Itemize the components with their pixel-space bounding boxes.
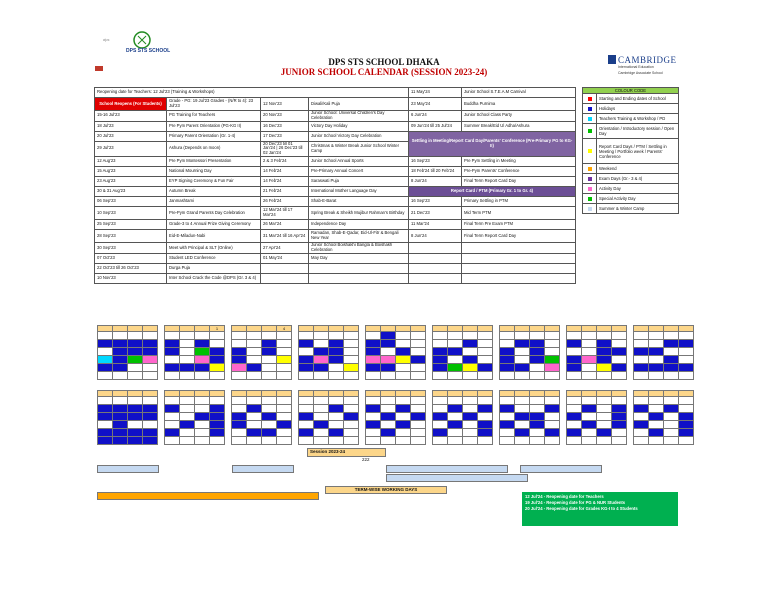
term-bar [520,465,602,473]
cell-d2: 14 Feb'24 [261,177,309,187]
cell-d2 [261,273,309,283]
colour-code-legend [582,87,679,214]
dps-small-logo: dps [103,37,110,42]
legend-label: Orientation / Introductory session / Open Day [597,124,679,139]
reopening-notes [522,492,678,526]
cell-e2: Pre-Primary Annual Concert [309,167,409,177]
cell-e3: Summer Break/Eid Ul Adha/Ashura [462,121,576,131]
legend-label: Summer & Winter Camp [597,204,679,214]
calendar-row [95,230,576,243]
month-grid [432,325,493,380]
cell-e1: Ashura (Depends on moon) [167,141,261,156]
legend-label: Teachers Training & Workshop / PD [597,114,679,124]
cell-d2: 26 Mar'24 [261,220,309,230]
cell-e2: International Mother Language Day [309,187,409,197]
month-grid [97,325,158,380]
month-grid [566,325,627,380]
month-grid [164,390,225,445]
legend-row [583,184,679,194]
legend-label: Special Activity Day [597,194,679,204]
cell-d1: 22 Oct'23 till 26 Oct'23 [95,263,167,273]
cell-e2: Christmas & Winter Break Junior School Winter Camp [309,141,409,156]
cell-d1: Reopening date for Teachers: 12 Jul'23 (Training & Workshops) [95,88,409,98]
legend-label: Exam Days (Gr.- 3 & 4) [597,174,679,184]
cell-d1: 30 Sep'23 [95,243,167,254]
cell-d1: 07 Oct'23 [95,253,167,263]
calendar-row [95,177,576,187]
cell-e3 [462,273,576,283]
cell-e2: Junior School: Universal Children's Day Celebration [309,111,409,122]
cell-e1: Autumn Break [167,187,261,197]
cell-e2: May Day [309,253,409,263]
cell-e2: Independence Day [309,220,409,230]
cell-e3: Buddha Purnima [462,98,576,111]
cell-e3 [462,263,576,273]
month-grid [499,390,560,445]
cell-d1: 28 Sep'23 [95,230,167,243]
cell-d3: 6 Jun'24 [409,111,462,122]
cell-d3: 8 Jun'24 [409,177,462,187]
cell-d2: 12 Mar'24 till 17 Mar'24 [261,207,309,220]
calendar-row [95,220,576,230]
legend-row [583,114,679,124]
cell-d2: 2 & 3 Feb'24 [261,157,309,167]
calendar-title: JUNIOR SCHOOL CALENDAR (SESSION 2023-24) [280,67,488,77]
cell-e1: EYP Signing Ceremony & Fun Fair [167,177,261,187]
cell-e1: Eid-E-Miladun-Nabi [167,230,261,243]
cell-d2: 16 Dec'23 [261,121,309,131]
cell-e1: PG Training for Teachers [167,111,261,122]
cell-d3: 11 May'24 [409,88,462,98]
cell-d3 [409,263,462,273]
note-item: 19 Jul'24 - Reopening date for PG & NUR Students [525,500,626,505]
cell-e3: Pre Pym Settling in Meeting [462,157,576,167]
cell-d3: 23 May'24 [409,98,462,111]
cambridge-logo: CAMBRIDGE International Education Cambridge Associate School [608,55,680,83]
calendar-row [95,187,576,197]
cell-d1: 29 Jul'23 [95,141,167,156]
cell-d1: 10 Nov'23 [95,273,167,283]
cell-d3 [409,243,462,254]
cell-d2: 26 Feb'24 [261,197,309,207]
cell-e1: Pre Pym Montessori Presentation [167,157,261,167]
calendar-row [95,167,576,177]
cell-e1: Pre Pym Parent Orientation (PG-KG II) [167,121,261,131]
cell-d2: 31 Mar'24 till 16 Apr'24 [261,230,309,243]
cell-d1: 25 Sep'23 [95,220,167,230]
cell-e1: Grade - PG: 19 Jul'23 Grades - (N/R to 4): 23 Jul'23 [167,98,261,111]
purple-note: Settling in Meeting/Report Card Day/Parents' Conference (Pre-Primary PG to KG-II) [409,131,576,156]
cell-d1: 06 Sep'23 [95,197,167,207]
legend-swatch [588,107,592,111]
cell-e1: Student LED Conference [167,253,261,263]
month-grid [499,325,560,380]
legend-row [583,104,679,114]
cell-d2: 20 Dec'23 till 01 Jan'24 | 26 Dec'23 till 02 Jan'24 [261,141,309,156]
cell-e3 [462,243,576,254]
term-bar [97,465,159,473]
legend-swatch [588,207,592,211]
cell-e1: Grade-3 to 4 Annual Prize Giving Ceremony [167,220,261,230]
term-bar [97,492,319,500]
cell-e3: Junior School S.T.E.A.M Carnival [462,88,576,98]
cell-d1: 30 & 31 Aug'23 [95,187,167,197]
cell-d2: 12 Nov'23 [261,98,309,111]
legend-row [583,94,679,104]
cell-d1: 18 Jul'23 [95,121,167,131]
cell-d2 [261,263,309,273]
month-grid: 4 [231,325,292,380]
legend-row [583,204,679,214]
month-grid [365,390,426,445]
calendar-row [95,273,576,283]
cell-e3: Final Term Report Card Day [462,177,576,187]
cell-d2: 14 Feb'24 [261,167,309,177]
cell-e2 [309,273,409,283]
legend-swatch [588,97,592,101]
cell-e2 [309,263,409,273]
legend-swatch [588,177,592,181]
shield-icon [608,55,616,64]
cell-d3: 8 Jun'24 [409,230,462,243]
cell-e2: Spring Break & Sheikh Mujibur Rahman's Birthday [309,207,409,220]
cell-e1: Meet with Principal & SLT (Online) [167,243,261,254]
session-count: 222 [362,457,370,462]
legend-swatch [588,117,592,121]
cell-e3: Final Term Report Card Day [462,230,576,243]
legend-label: Report Card Days / PTM / Settling in Meeting / Portfolio week / Parents' Conference [597,139,679,164]
cell-e3: Final Term Pre Exam PTM [462,220,576,230]
cell-d3: 16 Sep'23 [409,197,462,207]
month-grid [298,325,359,380]
cell-e3: Primary Settling in PTM [462,197,576,207]
events-table [94,87,576,284]
cell-e2: Junior School Boishakhi Bangla & Boishakh Celebration [309,243,409,254]
cell-d3: 11 Mar'24 [409,220,462,230]
cell-e1: National Mourning Day [167,167,261,177]
legend-row [583,194,679,204]
term-bar [386,465,508,473]
calendar-row [95,98,576,111]
term-working-days: TERM-WISE WORKING DAYS [325,486,447,494]
cell-d1: 12 Aug'23 [95,157,167,167]
cell-d3: 09 Jun'24 till 25 Jul'24 [409,121,462,131]
month-grid: 1 [164,325,225,380]
calendar-row [95,243,576,254]
cell-e1: Pre-Pym Grand Parents Day Celebration [167,207,261,220]
school-title: DPS STS SCHOOL DHAKA [328,57,440,67]
month-grid [432,390,493,445]
legend-row [583,124,679,139]
month-grid [633,390,694,445]
calendar-row [95,207,576,220]
month-grid [298,390,359,445]
month-grid [566,390,627,445]
cell-e3: Pre-Pym Parents' Conference [462,167,576,177]
month-grid [231,390,292,445]
cell-e1: Primary Parent Orientation (Gr. 1-4) [167,131,261,141]
cell-d2: 21 Feb'24 [261,187,309,197]
cell-e2: Ramadan, Shab-E-Qadar, Eid-Ul-Fitr & Bengali New Year [309,230,409,243]
cell-e2: Diwali/Kali Puja [309,98,409,111]
cell-d3 [409,253,462,263]
cell-e2: Victory Day Holiday [309,121,409,131]
cell-d3: 16 Sep'23 [409,157,462,167]
legend-label: Activity Day [597,184,679,194]
cell-e1: Janmashtami [167,197,261,207]
term-bar [232,465,294,473]
purple-bar: Report Card / PTM (Primary Gr. 1 to Gr. 4) [409,187,576,197]
legend-swatch [588,167,592,171]
legend-swatch [588,149,592,153]
legend-title: COLOUR CODE [583,88,679,94]
month-grid [97,390,158,445]
cell-e2: Junior School Victory Day Celebration [309,131,409,141]
cell-e2: Shab-E-Barat [309,197,409,207]
calendar-row [95,253,576,263]
cell-d2: 17 Dec'23 [261,131,309,141]
legend-label: Starting and Ending dates of School [597,94,679,104]
cell-d3 [409,273,462,283]
session-label: Session 2023-24 [307,448,386,457]
note-item: 12 Jul'24 - Reopening date for Teachers [525,494,604,499]
cell-d1: School Reopens (For Students) [95,98,167,111]
legend-row [583,164,679,174]
term-bar [386,474,528,482]
legend-row [583,174,679,184]
calendar-row [95,157,576,167]
calendar-row [95,263,576,273]
calendar-row [95,88,576,98]
cell-e1: Durga Puja [167,263,261,273]
cell-e3: Mid Term PTM [462,207,576,220]
cell-d3: 18 Feb'24 till 20 Feb'24 [409,167,462,177]
legend-label: Holidays [597,104,679,114]
legend-row [583,139,679,164]
calendar-row [95,197,576,207]
cell-e2: Junior School Annual Sports [309,157,409,167]
month-grid [365,325,426,380]
cell-d1: 10 Sep'23 [95,207,167,220]
cell-e3: Junior School Class Party [462,111,576,122]
cell-d1: 15-16 Jul'23 [95,111,167,122]
logo-text: DPS STS SCHOOL [126,48,171,54]
cell-e3 [462,253,576,263]
calendar-row [95,121,576,131]
cell-d1: 20 Jul'23 [95,131,167,141]
legend-label: Weekend [597,164,679,174]
cell-d2: 20 Nov'23 [261,111,309,122]
legend-swatch [588,197,592,201]
cell-d2: 27 Apr'24 [261,243,309,254]
cell-d1: 23 Aug'23 [95,177,167,187]
cell-d1: 15 Aug'23 [95,167,167,177]
month-grid [633,325,694,380]
calendar-row [95,111,576,122]
legend-swatch [588,129,592,133]
cell-e2: Saraswati Puja [309,177,409,187]
note-item: 20 Jul'24 - Reopening date for Grades KG-I to 4 Students [525,506,638,511]
legend-swatch [588,187,592,191]
cell-e1: Inter School Crack the Code @DPS (Gr. 3 & 4) [167,273,261,283]
cell-d3: 21 Dec'23 [409,207,462,220]
cell-d2: 01 May'24 [261,253,309,263]
calendar-row [95,131,576,141]
